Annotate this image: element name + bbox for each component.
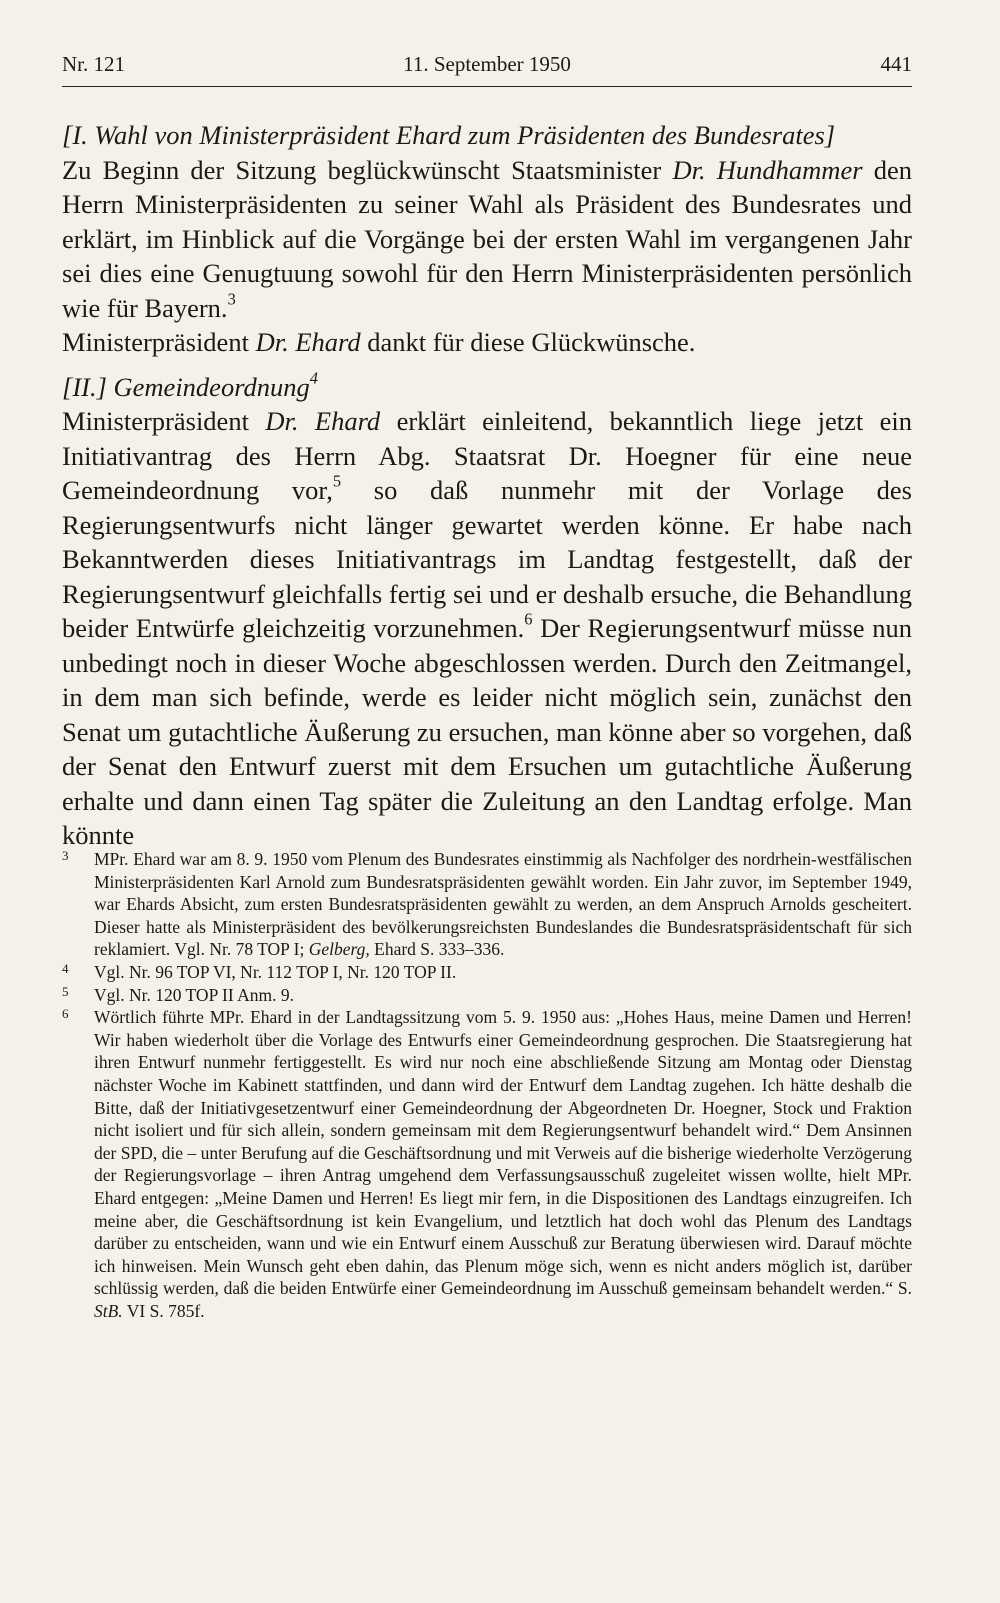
person-name: Dr. Ehard bbox=[265, 406, 381, 436]
paragraph-ehard-thanks bbox=[62, 325, 912, 360]
footnote-text: VI S. 785f. bbox=[122, 1300, 205, 1321]
text: Ministerpräsident bbox=[62, 406, 266, 436]
heading-text: [II.] Gemeindeordnung bbox=[62, 371, 310, 402]
text: so daß nunmehr mit der Vorlage des Regierungsentwurfs nicht länger gewartet werden könne. Er habe nach Bekanntwerden dieses Initiativantrags im Landtag festgestellt, daß der Regierungsentwurf gleichfalls fertig sei und er deshalb ersuche, die Behandlung beider Entwürfe gleichzeitig vorzunehmen. bbox=[62, 475, 912, 643]
paragraph-gemeindeordnung bbox=[62, 404, 912, 853]
footnote-text: Wörtlich führte MPr. Ehard in der Landtagssitzung vom 5. 9. 1950 aus: „Hohes Haus, meine Damen und Herren! Wir haben wiederholt über die Vorlage des Entwurfs einer Gemeindeordnung gesprochen. Die Staatsregierung hat ihren Entwurf nunmehr fertiggestellt. Es wird nur noch eine abschließende Sitzung am Montag oder Dienstag nächster Woche im Kabinett stattfinden, und dann wird der Entwurf dem Landtag zugehen. Ich hätte deshalb die Bitte, daß der Initiativgesetzentwurf einer Gemeindeordnung der Abgeordneten Dr. Hoegner, Stock und Fraktion nicht isoliert und für sich allein, sondern gemeinsam mit dem Regierungsentwurf behandelt wird.“ Dem Ansinnen der SPD, die – unter Berufung auf die Geschäftsordnung und mit Verweis auf die bisherige wiederholte Verzögerung der Regierungsvorlage – ihren Antrag umgehend dem Verfassungsausschuß zugeleitet wissen wollte, hielt MPr. Ehard entgegen: „Meine Damen und Herren! Es liegt mir fern, in die Dispositionen des Landtags einzugreifen. Ich meine aber, die Geschäftsordnung ist kein Evangelium, und letztlich hat doch wohl das Plenum des Landtags darüber zu entscheiden, wann und wie ein Entwurf einem Ausschuß zur Beratung überwiesen wird. Darauf möchte ich hinweisen. Mein Wunsch geht eben dahin, das Plenum möge sich, wenn es nicht anders möglich ist, darüber schlüssig werden, daß die beiden Entwürfe einer Gemeindeordnung im Ausschuß gemeinsam behandelt werden.“ S. bbox=[94, 1007, 912, 1299]
footnote-ref-5[interactable]: 5 bbox=[332, 471, 342, 491]
text: Der Regierungsentwurf müsse nun unbedingt noch in dieser Woche abgeschlossen werden. Durch den Zeitmangel, in dem man sich befinde, werde es leider nicht möglich sein, zunächst den Senat um gutachtliche Äußerung zu ersuchen, man könne aber so vorgehen, daß der Senat den Entwurf zuerst mit dem Ersuchen um gutachtliche Äußerung erhalte und dann einen Tag später die Zuleitung an den Landtag erfolge. Man könnte bbox=[62, 613, 912, 850]
footnote-text: Vgl. Nr. 120 TOP II Anm. 9. bbox=[94, 984, 294, 1005]
footnote-number: 4 bbox=[62, 960, 69, 976]
main-text bbox=[62, 118, 912, 853]
section-heading-1: [I. Wahl von Ministerpräsident Ehard zum Präsidenten des Bundesrates] bbox=[62, 120, 836, 150]
page-number: 441 bbox=[880, 52, 912, 76]
source-abbreviation: StB. bbox=[94, 1300, 123, 1321]
text: Ministerpräsident bbox=[62, 327, 256, 357]
footnote-text: Vgl. Nr. 96 TOP VI, Nr. 112 TOP I, Nr. 120 TOP II. bbox=[94, 961, 457, 982]
footnotes bbox=[62, 848, 912, 1322]
text: Zu Beginn der Sitzung beglückwünscht Staatsminister bbox=[62, 154, 673, 185]
section-heading-2 bbox=[62, 370, 912, 405]
document-number: Nr. 121 bbox=[62, 52, 125, 76]
page-header bbox=[62, 46, 912, 87]
footnote-6 bbox=[62, 1006, 912, 1322]
person-name: Dr. Hundhammer bbox=[672, 154, 863, 185]
footnote-5 bbox=[62, 984, 912, 1007]
footnote-text: MPr. Ehard war am 8. 9. 1950 vom Plenum des Bundesrates einstimmig als Nachfolger des nordrhein-westfälischen Ministerpräsidenten Karl Arnold zum Bundesratspräsidenten gewählt worden. Ein Jahr zuvor, im September 1949, war Ehards Absicht, zum ersten Bundesratspräsidenten gewählt zu werden, an dem Anspruch Arnolds gescheitert. Dieser hatte als Ministerpräsident des bevölkerungsreichsten Bundeslandes die Bundesratspräsidentschaft für sich reklamiert. Vgl. Nr. 78 TOP I; bbox=[94, 849, 912, 960]
footnote-4 bbox=[62, 961, 912, 984]
paragraph-hundhammer bbox=[62, 153, 912, 326]
footnote-3 bbox=[62, 848, 912, 961]
footnote-number: 3 bbox=[62, 848, 69, 863]
footnote-text: Ehard S. 333–336. bbox=[369, 939, 505, 960]
footnote-number: 6 bbox=[62, 1006, 69, 1022]
footnote-number: 5 bbox=[62, 983, 69, 999]
text: dankt für diese Glückwünsche. bbox=[360, 327, 696, 357]
text: erklärt einleitend, bekanntlich liege jetzt ein Initiativantrag des Herrn Abg. Staatsrat Dr. Hoegner für eine neue Gemeindeordnung vor, bbox=[62, 406, 913, 505]
text: den Herrn Ministerpräsidenten zu seiner Wahl als Präsident des Bundesrates und erklärt, im Hinblick auf die Vorgänge bei der ersten Wahl im vergangenen Jahr sei dies eine Genugtuung sowohl für den Herrn Ministerpräsidenten persönlich wie für Bayern. bbox=[62, 154, 913, 323]
document-date: 11. September 1950 bbox=[403, 52, 571, 76]
footnote-ref-3[interactable]: 3 bbox=[227, 289, 236, 309]
footnote-ref-6[interactable]: 6 bbox=[524, 609, 533, 629]
footnote-ref-4[interactable]: 4 bbox=[309, 368, 318, 388]
person-name: Dr. Ehard bbox=[255, 327, 361, 357]
author-name: Gelberg, bbox=[308, 939, 370, 960]
